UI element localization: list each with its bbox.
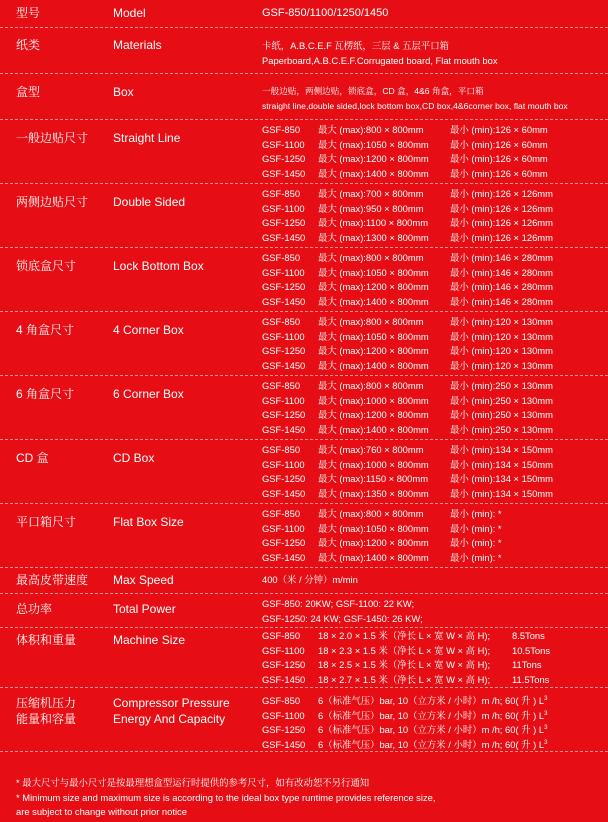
size-spec-line bbox=[262, 359, 553, 374]
max-size-cell: 最大 (max):1150 × 800mm bbox=[318, 473, 429, 485]
size-spec-line bbox=[262, 507, 502, 522]
max-size-cell: 最大 (max):1400 × 800mm bbox=[318, 551, 429, 563]
section-values bbox=[262, 251, 553, 309]
size-spec-line bbox=[262, 266, 553, 281]
min-size-cell: 最小 (min):126 × 60mm bbox=[450, 153, 548, 165]
model-cell: GSF-850 bbox=[262, 124, 301, 135]
min-size-cell: 最小 (min):146 × 280mm bbox=[450, 281, 553, 293]
min-size-cell: 最小 (min):134 × 150mm bbox=[450, 473, 553, 485]
model-value: GSF-850/1100/1250/1450 bbox=[262, 7, 389, 19]
section-label-cn: 一般边贴尺寸 bbox=[16, 131, 89, 145]
model-label-cn: 型号 bbox=[16, 6, 41, 20]
model-cell: GSF-850 bbox=[262, 444, 301, 455]
footnote-line: * 最大尺寸与最小尺寸是按最理想盒型运行时提供的参考尺寸，如有改动恕不另行通知 bbox=[16, 777, 370, 788]
spec-row-machine-size bbox=[0, 628, 608, 688]
min-size-cell: 最小 (min):120 × 130mm bbox=[450, 316, 553, 327]
min-size-cell: 最小 (min):126 × 126mm bbox=[450, 188, 553, 199]
section-values bbox=[262, 507, 502, 565]
footnote-line: are subject to change without prior notice bbox=[16, 806, 187, 817]
max-size-cell: 最大 (max):1200 × 800mm bbox=[318, 153, 429, 165]
section-label-cn: 6 角盒尺寸 bbox=[16, 387, 75, 401]
model-cell: GSF-1450 bbox=[262, 423, 306, 435]
min-size-cell: 最小 (min):250 × 130mm bbox=[450, 380, 553, 391]
size-label-en: Machine Size bbox=[113, 633, 186, 647]
spec-row-materials bbox=[0, 28, 608, 74]
section-values bbox=[262, 187, 553, 245]
section-label-en: Double Sided bbox=[113, 195, 186, 209]
box-line: straight line,double sided,lock bottom box,CD box,4&6corner box, flat mouth box bbox=[262, 100, 568, 111]
section-values bbox=[262, 443, 553, 501]
max-size-cell: 最大 (max):1050 × 800mm bbox=[318, 330, 429, 342]
min-size-cell: 最小 (min):126 × 126mm bbox=[450, 202, 553, 214]
spec-row-compressor bbox=[0, 688, 608, 752]
size-spec-line bbox=[262, 315, 553, 330]
spec-row-size-section bbox=[0, 376, 608, 440]
min-size-cell: 最小 (min):250 × 130mm bbox=[450, 394, 553, 406]
min-size-cell: 最小 (min):126 × 126mm bbox=[450, 217, 553, 229]
size-spec-line bbox=[262, 138, 548, 153]
max-size-cell: 最大 (max):1400 × 800mm bbox=[318, 295, 429, 307]
size-spec-line bbox=[262, 379, 553, 394]
min-size-cell: 最小 (min):126 × 60mm bbox=[450, 167, 548, 179]
size-spec-line bbox=[262, 487, 553, 502]
spec-row-power bbox=[0, 594, 608, 628]
max-size-cell: 最大 (max):1050 × 800mm bbox=[318, 522, 429, 534]
model-cell: GSF-1450 bbox=[262, 359, 306, 371]
size-line: GSF-1100 18 × 2.3 × 1.5 米（净长 L × 宽 W × 高 H); 10.5Tons bbox=[262, 644, 551, 656]
min-size-cell: 最小 (min):126 × 60mm bbox=[450, 124, 548, 135]
max-size-cell: 最大 (max):1050 × 800mm bbox=[318, 266, 429, 278]
spec-row-size-section bbox=[0, 504, 608, 568]
max-size-cell: 最大 (max):800 × 800mm bbox=[318, 252, 424, 263]
max-size-cell: 最大 (max):800 × 800mm bbox=[318, 508, 424, 519]
size-spec-line bbox=[262, 394, 553, 409]
footnote-line: * Minimum size and maximum size is according to the ideal box type runtime provides reference size, bbox=[16, 791, 436, 803]
spec-row-size-section bbox=[0, 120, 608, 184]
box-label-en: Box bbox=[113, 85, 134, 99]
max-size-cell: 最大 (max):1400 × 800mm bbox=[318, 167, 429, 179]
spec-row-speed bbox=[0, 566, 608, 594]
compressor-line: GSF-1250 6（标准气压）bar, 10（立方米 / 小时）m /h; 60( 升 ) $L^3$ bbox=[262, 724, 548, 736]
materials-line: 卡纸，A.B.C.E.F 瓦楞纸，三层 & 五层平口箱 bbox=[262, 40, 449, 51]
max-size-cell: 最大 (max):1050 × 800mm bbox=[318, 138, 429, 150]
section-label-en: 4 Corner Box bbox=[113, 323, 184, 337]
size-spec-line bbox=[262, 216, 553, 231]
materials-value bbox=[262, 39, 498, 68]
max-size-cell: 最大 (max):1200 × 800mm bbox=[318, 537, 429, 549]
max-size-cell: 最大 (max):1100 × 800mm bbox=[318, 217, 429, 229]
section-label-en: Straight Line bbox=[113, 131, 181, 145]
size-spec-line bbox=[262, 344, 553, 359]
size-spec-line bbox=[262, 458, 553, 473]
size-spec-line bbox=[262, 167, 548, 182]
power-label-cn: 总功率 bbox=[16, 602, 53, 616]
min-size-cell: 最小 (min):120 × 130mm bbox=[450, 345, 553, 357]
size-spec-line bbox=[262, 202, 553, 217]
model-cell: GSF-1100 bbox=[262, 522, 305, 534]
spec-row-box bbox=[0, 74, 608, 120]
model-label-en: Model bbox=[113, 6, 146, 20]
model-cell: GSF-850 bbox=[262, 252, 301, 263]
model-cell: GSF-1450 bbox=[262, 551, 306, 563]
min-size-cell: 最小 (min): * bbox=[450, 551, 502, 563]
compressor-label-cn: 压缩机压力 能量和容量 bbox=[16, 696, 77, 726]
section-values bbox=[262, 315, 553, 373]
size-line: GSF-1250 18 × 2.5 × 1.5 米（净长 L × 宽 W × 高 H); 11Tons bbox=[262, 659, 542, 671]
section-label-cn: 两侧边贴尺寸 bbox=[16, 195, 89, 209]
size-spec-line bbox=[262, 408, 553, 423]
box-value bbox=[262, 84, 568, 113]
max-size-cell: 最大 (max):1200 × 800mm bbox=[318, 409, 429, 421]
min-size-cell: 最小 (min): * bbox=[450, 537, 502, 549]
max-size-cell: 最大 (max):1000 × 800mm bbox=[318, 458, 429, 470]
model-cell: GSF-1250 bbox=[262, 409, 306, 421]
speed-label-cn: 最高皮带速度 bbox=[16, 573, 89, 587]
min-size-cell: 最小 (min): * bbox=[450, 508, 502, 519]
size-spec-line bbox=[262, 280, 553, 295]
size-line: GSF-850 18 × 2.0 × 1.5 米（净长 L × 宽 W × 高 H); 8.5Tons bbox=[262, 630, 545, 641]
spec-row-size-section bbox=[0, 312, 608, 376]
size-spec-line bbox=[262, 551, 502, 566]
box-line: 一般边贴，两侧边贴，锁底盒，CD 盒，4&6 角盒，平口箱 bbox=[262, 86, 484, 96]
model-cell: GSF-850 bbox=[262, 316, 301, 327]
model-cell: GSF-1100 bbox=[262, 202, 305, 214]
section-label-cn: CD 盒 bbox=[16, 451, 49, 465]
size-spec-line bbox=[262, 152, 548, 167]
size-spec-line bbox=[262, 251, 553, 266]
spec-row-size-section bbox=[0, 184, 608, 248]
min-size-cell: 最小 (min):120 × 130mm bbox=[450, 359, 553, 371]
section-label-cn: 锁底盒尺寸 bbox=[16, 259, 77, 273]
section-label-cn: 平口箱尺寸 bbox=[16, 515, 77, 529]
max-size-cell: 最大 (max):1200 × 800mm bbox=[318, 281, 429, 293]
spec-row-size-section bbox=[0, 248, 608, 312]
model-cell: GSF-850 bbox=[262, 508, 301, 519]
min-size-cell: 最小 (min):126 × 60mm bbox=[450, 138, 548, 150]
max-size-cell: 最大 (max):800 × 800mm bbox=[318, 124, 424, 135]
min-size-cell: 最小 (min):126 × 126mm bbox=[450, 231, 553, 243]
max-size-cell: 最大 (max):1350 × 800mm bbox=[318, 487, 429, 499]
min-size-cell: 最小 (min):146 × 280mm bbox=[450, 295, 553, 307]
model-cell: GSF-1450 bbox=[262, 167, 306, 179]
materials-label-cn: 纸类 bbox=[16, 38, 41, 52]
size-line: GSF-1450 18 × 2.7 × 1.5 米（净长 L × 宽 W × 高 H); 11.5Tons bbox=[262, 673, 550, 685]
max-size-cell: 最大 (max):1200 × 800mm bbox=[318, 345, 429, 357]
model-cell: GSF-1250 bbox=[262, 153, 306, 165]
box-label-cn: 盒型 bbox=[16, 85, 41, 99]
power-label-en: Total Power bbox=[113, 602, 176, 616]
model-cell: GSF-1250 bbox=[262, 281, 306, 293]
model-cell: GSF-1100 bbox=[262, 266, 305, 278]
section-label-en: Flat Box Size bbox=[113, 515, 184, 529]
model-cell: GSF-1100 bbox=[262, 138, 305, 150]
size-spec-line bbox=[262, 472, 553, 487]
max-size-cell: 最大 (max):950 × 800mm bbox=[318, 202, 424, 214]
size-spec-line bbox=[262, 536, 502, 551]
size-spec-line bbox=[262, 295, 553, 310]
size-spec-line bbox=[262, 330, 553, 345]
size-spec-line bbox=[262, 187, 553, 202]
max-size-cell: 最大 (max):1300 × 800mm bbox=[318, 231, 429, 243]
power-line: GSF-850: 20KW; GSF-1100: 22 KW; bbox=[262, 598, 415, 609]
section-values bbox=[262, 379, 553, 437]
compressor-value bbox=[262, 692, 547, 750]
model-cell: GSF-1250 bbox=[262, 537, 306, 549]
max-size-cell: 最大 (max):800 × 800mm bbox=[318, 380, 424, 391]
model-cell: GSF-1250 bbox=[262, 345, 306, 357]
section-label-en: 6 Corner Box bbox=[113, 387, 184, 401]
compressor-line: GSF-1450 6（标准气压）bar, 10（立方米 / 小时）m /h; 60( 升 ) $L^3$ bbox=[262, 738, 548, 750]
size-spec-line bbox=[262, 123, 548, 138]
compressor-line: GSF-1100 6（标准气压）bar, 10（立方米 / 小时）m /h; 60( 升 ) $L^3$ bbox=[262, 709, 548, 721]
max-size-cell: 最大 (max):1000 × 800mm bbox=[318, 394, 429, 406]
materials-label-en: Materials bbox=[113, 38, 162, 52]
size-label-cn: 体积和重量 bbox=[16, 633, 77, 647]
speed-value: 400（米 / 分钟）m/min bbox=[262, 574, 358, 585]
section-label-cn: 4 角盒尺寸 bbox=[16, 323, 75, 337]
compressor-line: GSF-850 6（标准气压）bar, 10（立方米 / 小时）m /h; 60( 升 ) $L^3$ bbox=[262, 695, 548, 707]
model-cell: GSF-1450 bbox=[262, 295, 306, 307]
max-size-cell: 最大 (max):800 × 800mm bbox=[318, 316, 424, 327]
min-size-cell: 最小 (min):120 × 130mm bbox=[450, 330, 553, 342]
min-size-cell: 最小 (min):134 × 150mm bbox=[450, 487, 553, 499]
max-size-cell: 最大 (max):1400 × 800mm bbox=[318, 359, 429, 371]
min-size-cell: 最小 (min): * bbox=[450, 522, 502, 534]
min-size-cell: 最小 (min):250 × 130mm bbox=[450, 423, 553, 435]
model-cell: GSF-1450 bbox=[262, 231, 306, 243]
compressor-label-en: Compressor Pressure Energy And Capacity bbox=[113, 696, 230, 726]
min-size-cell: 最小 (min):250 × 130mm bbox=[450, 409, 553, 421]
speed-label-en: Max Speed bbox=[113, 573, 174, 587]
section-label-en: Lock Bottom Box bbox=[113, 259, 204, 273]
min-size-cell: 最小 (min):146 × 280mm bbox=[450, 252, 553, 263]
min-size-cell: 最小 (min):146 × 280mm bbox=[450, 266, 553, 278]
model-cell: GSF-850 bbox=[262, 188, 301, 199]
size-spec-line bbox=[262, 443, 553, 458]
spec-row-size-section bbox=[0, 440, 608, 504]
min-size-cell: 最小 (min):134 × 150mm bbox=[450, 458, 553, 470]
model-cell: GSF-1100 bbox=[262, 458, 305, 470]
size-value bbox=[262, 629, 550, 687]
size-spec-line bbox=[262, 522, 502, 537]
model-cell: GSF-1250 bbox=[262, 217, 306, 229]
max-size-cell: 最大 (max):700 × 800mm bbox=[318, 188, 424, 199]
power-value bbox=[262, 597, 423, 626]
model-cell: GSF-1450 bbox=[262, 487, 306, 499]
max-size-cell: 最大 (max):760 × 800mm bbox=[318, 444, 424, 455]
section-values bbox=[262, 123, 548, 181]
section-label-en: CD Box bbox=[113, 451, 155, 465]
model-cell: GSF-1100 bbox=[262, 330, 305, 342]
model-cell: GSF-1250 bbox=[262, 473, 306, 485]
max-size-cell: 最大 (max):1400 × 800mm bbox=[318, 423, 429, 435]
size-spec-line bbox=[262, 231, 553, 246]
power-line: GSF-1250: 24 KW; GSF-1450: 26 KW; bbox=[262, 612, 423, 624]
size-spec-line bbox=[262, 423, 553, 438]
spec-row-model bbox=[0, 0, 608, 28]
model-cell: GSF-850 bbox=[262, 380, 301, 391]
min-size-cell: 最小 (min):134 × 150mm bbox=[450, 444, 553, 455]
materials-line: Paperboard,A.B.C.E.F.Corrugated board, Flat mouth box bbox=[262, 54, 498, 66]
model-cell: GSF-1100 bbox=[262, 394, 305, 406]
footnote bbox=[16, 776, 435, 820]
